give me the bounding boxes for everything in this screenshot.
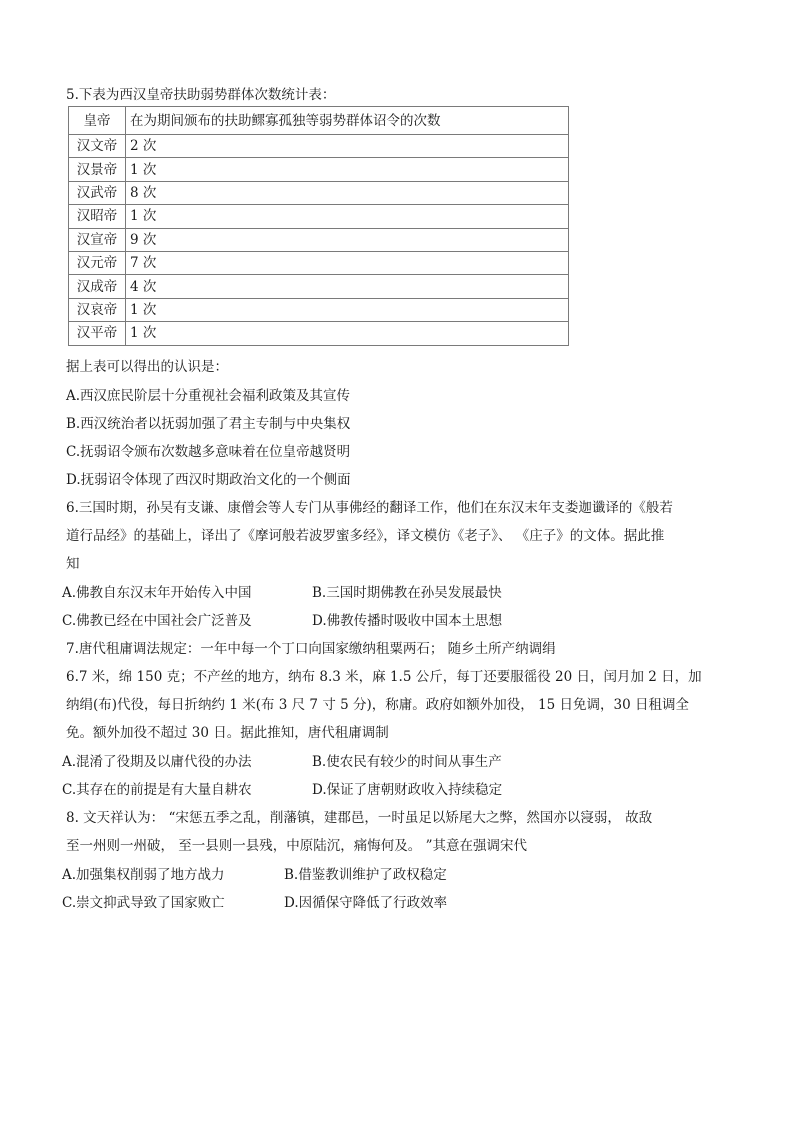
table-row: [69, 275, 569, 298]
q6-stem-line: 道行品经》的基础上，译出了《摩诃般若波罗蜜多经》，译文模仿《老子》、 《庄子》的文体。据此推: [66, 528, 665, 544]
q8-stem-line: 8. 文天祥认为： “宋惩五季之乱，削藩镇，建郡邑，一时虽足以矫尾大之弊，然国亦以寖弱， 故敌: [66, 810, 653, 826]
q7-stem-line: 免。额外加役不超过 30 日。据此推知，唐代租庸调制: [66, 725, 389, 741]
q6-option-d[interactable]: D.佛教传播时吸收中国本土思想: [312, 613, 503, 629]
q6-options-row: [62, 612, 502, 630]
table-header-cell: 皇帝: [69, 107, 126, 135]
q6-option-b[interactable]: B.三国时期佛教在孙吴发展最快: [312, 585, 502, 601]
emperor-cell: 汉成帝: [69, 275, 126, 298]
q7-option-c[interactable]: C.其存在的前提是有大量自耕农: [62, 782, 252, 798]
emperor-cell: 汉哀帝: [69, 298, 126, 321]
table-header-row: [69, 107, 569, 135]
q5-title: 5.下表为西汉皇帝扶助弱势群体次数统计表：: [66, 87, 336, 103]
emperor-cell: 汉景帝: [69, 158, 126, 181]
table-row: [69, 205, 569, 228]
count-cell: 8 次: [126, 181, 569, 204]
table-row: [69, 135, 569, 158]
q8-option-c[interactable]: C.崇文抑武导致了国家败亡: [62, 895, 225, 911]
emperor-cell: 汉文帝: [69, 135, 126, 158]
table-header-cell: 在为期间颁布的扶助鳏寡孤独等弱势群体诏令的次数: [126, 107, 569, 135]
q7-options-row: [62, 781, 502, 799]
table-row: [69, 228, 569, 251]
table-row: [69, 158, 569, 181]
q7-options-row: [62, 753, 502, 771]
count-cell: 1 次: [126, 298, 569, 321]
table-row: [69, 322, 569, 345]
count-cell: 9 次: [126, 228, 569, 251]
q8-stem-line: 至一州则一州破， 至一县则一县残，中原陆沉，痛悔何及。 ”其意在强调宋代: [66, 838, 527, 854]
q8-options-row: [62, 866, 447, 884]
table-row: [69, 298, 569, 321]
table-row: [69, 251, 569, 274]
count-cell: 2 次: [126, 135, 569, 158]
q7-stem-line: 纳绢(布)代役，每日折纳约 1 米(布 3 尺 7 寸 5 分)，称庸。政府如额外加役， 15 日免调，30 日租调全: [66, 697, 689, 713]
emperor-stat-table: [68, 106, 569, 346]
table-row: [69, 181, 569, 204]
q7-stem-line: 7.唐代租庸调法规定：一年中每一个丁口向国家缴纳租粟两石； 随乡土所产纳调绢: [66, 641, 556, 657]
q5-prompt: 据上表可以得出的认识是：: [66, 359, 228, 375]
q6-option-c[interactable]: C.佛教已经在中国社会广泛普及: [62, 613, 252, 629]
q7-stem-line: 6.7 米，绵 150 克；不产丝的地方，纳布 8.3 米，麻 1.5 公斤，每丁还要服徭役 20 日，闰月加 2 日，加: [66, 669, 702, 685]
q8-options-row: [62, 894, 447, 912]
count-cell: 1 次: [126, 322, 569, 345]
q6-stem-line: 6.三国时期，孙吴有支谦、康僧会等人专门从事佛经的翻译工作，他们在东汉末年支娄迦谶译的《般若: [66, 500, 673, 516]
count-cell: 1 次: [126, 205, 569, 228]
q5-option-a[interactable]: A.西汉庶民阶层十分重视社会福利政策及其宣传: [66, 388, 351, 404]
q7-option-a[interactable]: A.混淆了役期及以庸代役的办法: [62, 754, 252, 770]
count-cell: 7 次: [126, 251, 569, 274]
q6-options-row: [62, 584, 502, 602]
emperor-cell: 汉武帝: [69, 181, 126, 204]
count-cell: 4 次: [126, 275, 569, 298]
q6-stem-line: 知: [66, 556, 80, 572]
q7-option-d[interactable]: D.保证了唐朝财政收入持续稳定: [312, 782, 503, 798]
q5-option-b[interactable]: B.西汉统治者以抚弱加强了君主专制与中央集权: [66, 416, 351, 432]
count-cell: 1 次: [126, 158, 569, 181]
q8-option-d[interactable]: D.因循保守降低了行政效率: [284, 895, 448, 911]
q6-option-a[interactable]: A.佛教自东汉末年开始传入中国: [62, 585, 252, 601]
emperor-cell: 汉平帝: [69, 322, 126, 345]
q7-option-b[interactable]: B.使农民有较少的时间从事生产: [312, 754, 502, 770]
emperor-cell: 汉宣帝: [69, 228, 126, 251]
q8-option-b[interactable]: B.借鉴教训维护了政权稳定: [284, 867, 447, 883]
emperor-cell: 汉昭帝: [69, 205, 126, 228]
q5-option-c[interactable]: C.抚弱诏令颁布次数越多意味着在位皇帝越贤明: [66, 444, 351, 460]
emperor-cell: 汉元帝: [69, 251, 126, 274]
q5-option-d[interactable]: D.抚弱诏令体现了西汉时期政治文化的一个侧面: [66, 472, 351, 488]
q8-option-a[interactable]: A.加强集权削弱了地方战力: [62, 867, 225, 883]
